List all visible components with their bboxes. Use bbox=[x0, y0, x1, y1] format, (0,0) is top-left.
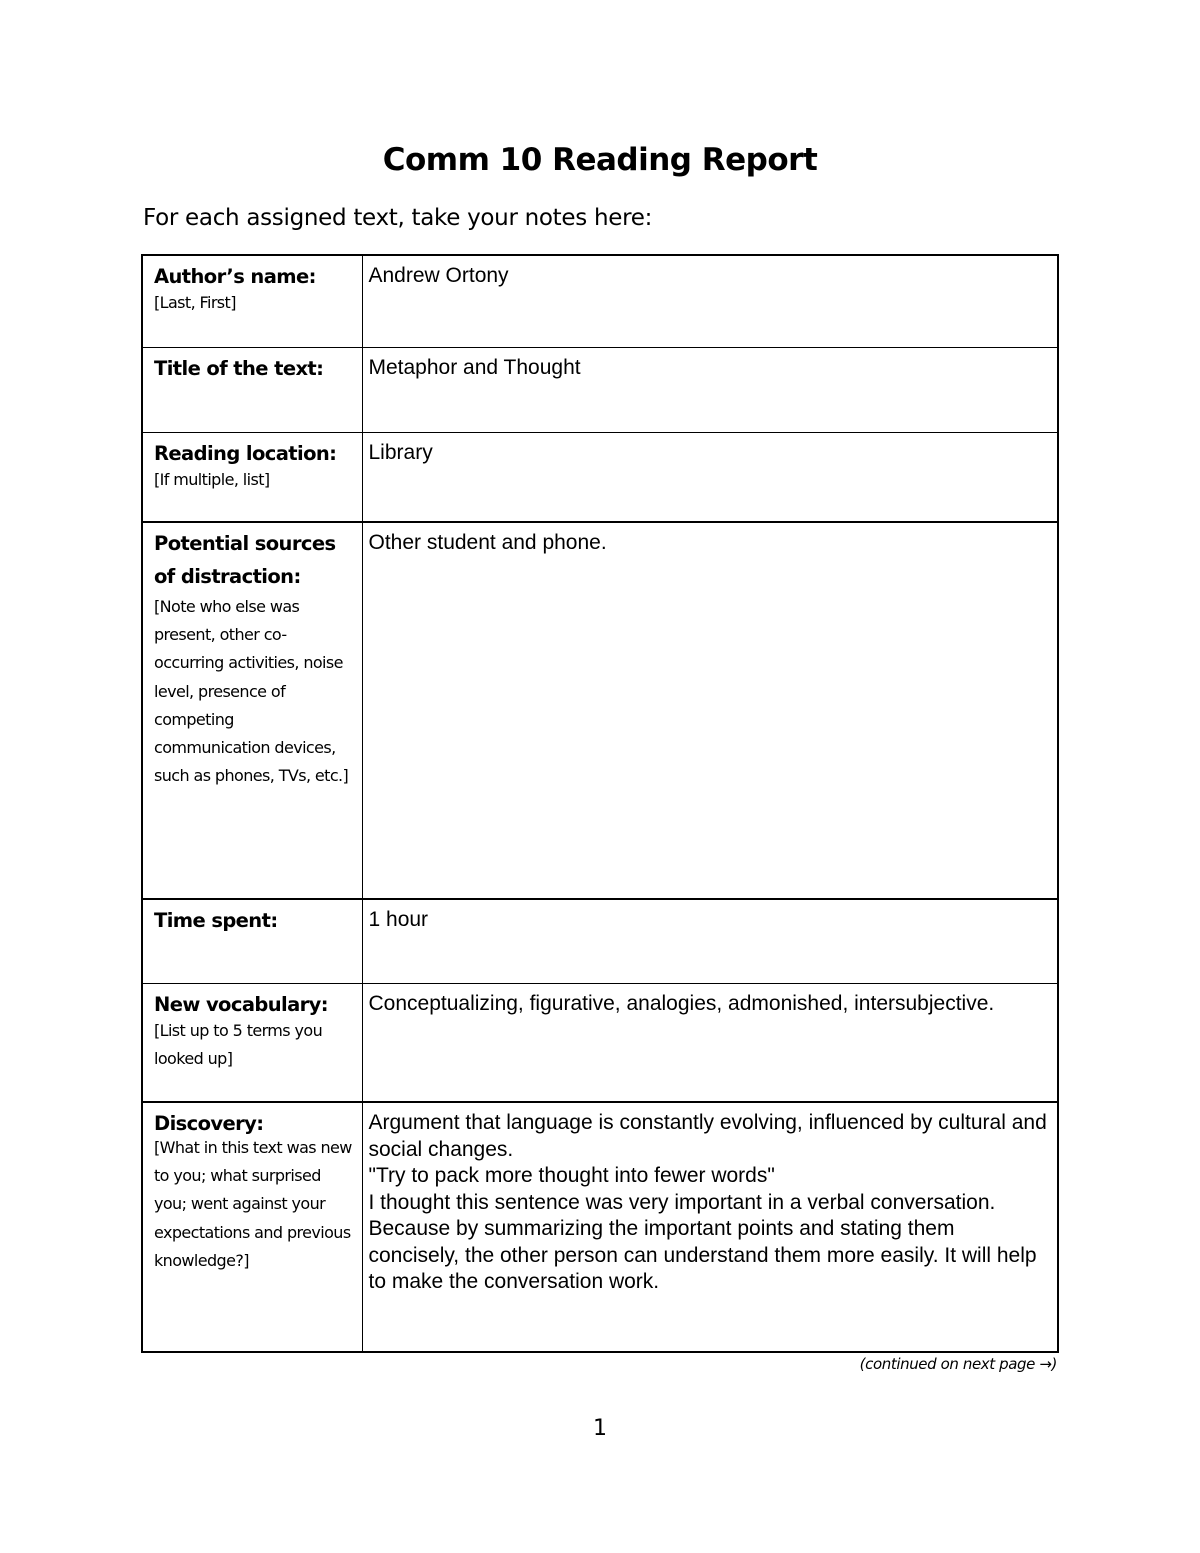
field-value: Metaphor and Thought bbox=[368, 355, 581, 379]
label-cell bbox=[142, 347, 362, 432]
field-value: Argument that language is constantly evolving, influenced by cultural and social changes. bbox=[368, 1111, 1047, 1161]
row-discovery bbox=[142, 1102, 1058, 1352]
field-value: Conceptualizing, figurative, analogies, admonished, intersubjective. bbox=[368, 991, 995, 1015]
label-cell bbox=[142, 255, 362, 347]
field-hint: [If multiple, list] bbox=[154, 469, 270, 489]
label-cell bbox=[142, 522, 362, 899]
label-cell bbox=[142, 1102, 362, 1352]
row-title-of-text bbox=[142, 347, 1058, 432]
label-cell bbox=[142, 432, 362, 522]
document-title: Comm 10 Reading Report bbox=[382, 142, 818, 178]
page-number: 1 bbox=[593, 1416, 607, 1441]
field-value: Library bbox=[368, 440, 433, 464]
field-hint: [List up to 5 terms you looked up] bbox=[154, 1020, 323, 1068]
field-value: "Try to pack more thought into fewer words" bbox=[368, 1164, 775, 1187]
field-label: Title of the text: bbox=[154, 356, 324, 380]
row-authors-name bbox=[142, 255, 1058, 347]
row-time-spent bbox=[142, 899, 1058, 983]
value-cell[interactable] bbox=[362, 255, 1058, 347]
value-cell[interactable] bbox=[362, 983, 1058, 1102]
value-cell[interactable] bbox=[362, 432, 1058, 522]
field-value: Other student and phone. bbox=[368, 531, 607, 554]
field-value: I thought this sentence was very important in a verbal conversation. Because by summarizing the important points and stating them concisely, the other person can understand them more easily. It will help to make the conversation work. bbox=[368, 1190, 1037, 1293]
row-potential-distraction bbox=[142, 522, 1058, 899]
value-cell[interactable] bbox=[362, 347, 1058, 432]
field-label: Author’s name: bbox=[154, 265, 316, 288]
field-label: Time spent: bbox=[154, 909, 278, 932]
instructions-text: For each assigned text, take your notes here: bbox=[143, 205, 653, 231]
value-cell[interactable] bbox=[362, 1102, 1058, 1352]
reading-report-table bbox=[141, 254, 1059, 1353]
field-value: 1 hour bbox=[368, 908, 429, 931]
field-hint: [What in this text was new to you; what surprised you; went against your expectations and previous knowledge?] bbox=[154, 1138, 352, 1270]
field-label: Discovery: bbox=[154, 1112, 264, 1135]
row-reading-location bbox=[142, 432, 1058, 522]
field-hint: [Last, First] bbox=[154, 293, 236, 312]
field-value: Andrew Ortony bbox=[368, 264, 509, 287]
field-label: Potential sources of distraction: bbox=[154, 532, 336, 588]
label-cell bbox=[142, 983, 362, 1102]
field-hint: [Note who else was present, other co-occurring activities, noise level, presence of competing communication devices, such as phones, TVs, etc.] bbox=[154, 597, 349, 786]
value-cell[interactable] bbox=[362, 899, 1058, 983]
field-label: New vocabulary: bbox=[154, 992, 328, 1016]
field-label: Reading location: bbox=[154, 441, 337, 465]
value-cell[interactable] bbox=[362, 522, 1058, 899]
label-cell bbox=[142, 899, 362, 983]
row-new-vocabulary bbox=[142, 983, 1058, 1102]
continued-note: (continued on next page →) bbox=[859, 1355, 1057, 1373]
